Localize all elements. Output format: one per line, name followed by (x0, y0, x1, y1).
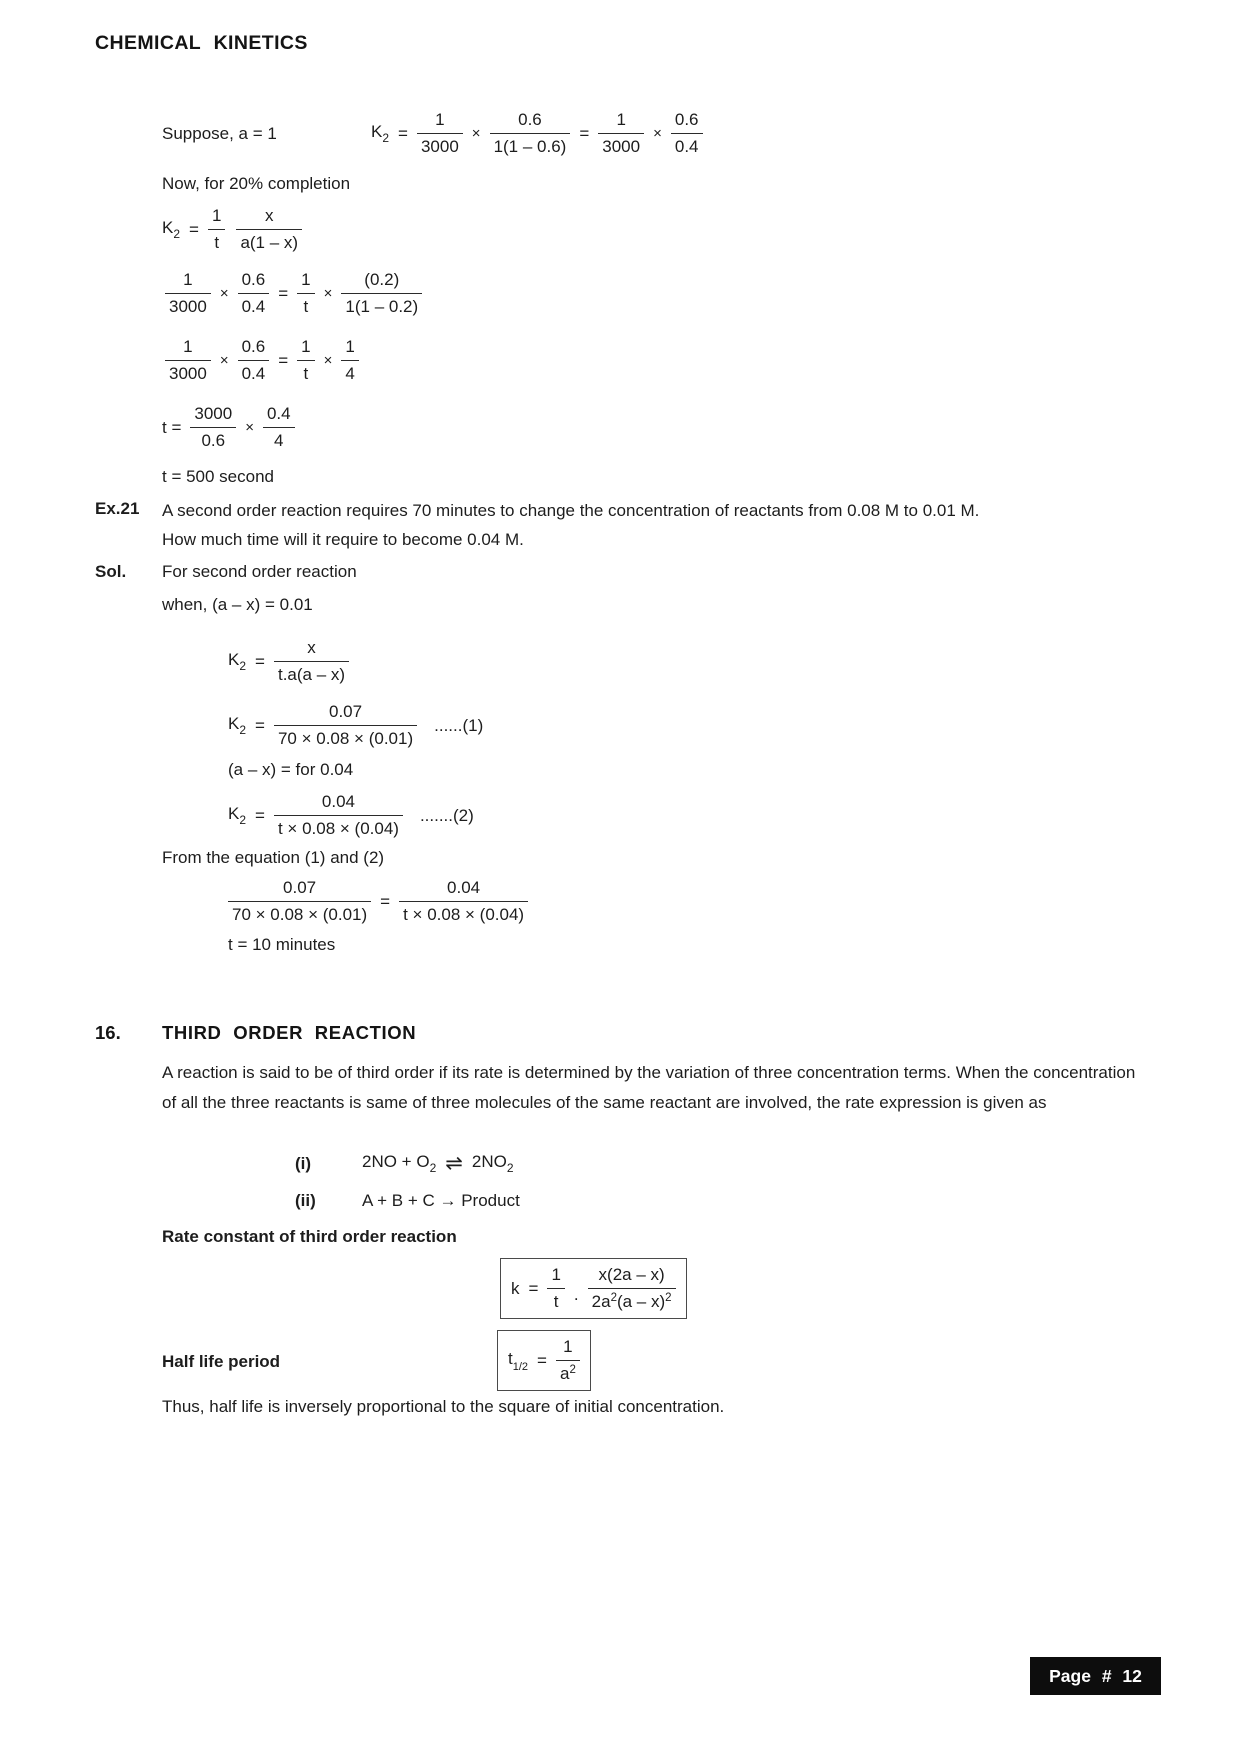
rate-constant-heading: Rate constant of third order reaction (162, 1227, 457, 1246)
equation-substituted-20 (165, 270, 422, 317)
reaction-i-rhs: $2NO_2$ (471, 1152, 514, 1175)
t-half-symbol: $t_{1/2}$ (508, 1348, 529, 1373)
half-life-equation-box (497, 1330, 591, 1391)
fraction (341, 337, 358, 384)
solution-when: when, (a – x) = 0.01 (162, 595, 313, 614)
item-ii-label: (ii) (295, 1191, 316, 1210)
fraction-denominator: $2a^2(a - x)^2$ (588, 1288, 676, 1312)
fraction-denominator: 70 × 0.08 × (0.01) (228, 901, 371, 925)
fraction (238, 270, 270, 317)
fraction-numerator: 0.6 (241, 337, 266, 356)
fraction-numerator: x (307, 638, 316, 657)
result-t-500: t = 500 second (162, 467, 275, 486)
fraction-denominator: 0.4 (671, 133, 703, 157)
fraction (274, 702, 417, 749)
equation-tag-1: ......(1) (434, 715, 484, 735)
fraction-denominator: 3000 (417, 133, 463, 157)
equation-1 (228, 702, 483, 749)
fraction-numerator: x (265, 206, 274, 225)
k-symbol: k (511, 1278, 520, 1298)
fraction (399, 878, 528, 925)
solution-intro: For second order reaction (162, 562, 357, 581)
suppose-label: Suppose, a = 1 (162, 123, 277, 143)
closing-sentence: Thus, half life is inversely proportional to the square of initial concentration. (162, 1397, 725, 1416)
equals-sign: = (579, 123, 590, 143)
fraction-denominator: 1(1 – 0.6) (490, 133, 571, 157)
k2-symbol: $K_2$ (162, 218, 181, 241)
item-i-label: (i) (295, 1153, 312, 1173)
fraction-denominator: t.a(a – x) (274, 661, 349, 685)
fraction-denominator: t (297, 293, 314, 317)
equation-tag-2: .......(2) (419, 805, 474, 825)
fraction (208, 206, 225, 253)
k2-symbol: $K_2$ (371, 122, 390, 145)
equation-suppose (162, 110, 703, 157)
times-sign: × (323, 352, 333, 369)
fraction-denominator: a(1 – x) (236, 229, 302, 253)
equals-sign: = (528, 1278, 539, 1298)
fraction-denominator: 4 (263, 427, 295, 451)
equals-sign: = (398, 123, 408, 143)
fraction (263, 404, 295, 451)
equals-sign: = (255, 805, 265, 825)
half-life-heading: Half life period (162, 1352, 281, 1371)
fraction-numerator: 0.4 (266, 404, 291, 423)
fraction-numerator: 1 (563, 1337, 573, 1356)
fraction-denominator: 1(1 – 0.2) (341, 293, 422, 317)
fraction-denominator: 70 × 0.08 × (0.01) (274, 725, 417, 749)
equals-sign: = (189, 219, 199, 239)
solution-label: Sol. (95, 562, 127, 581)
fraction (341, 270, 422, 317)
times-sign: × (219, 285, 229, 302)
fraction-numerator: 1 (211, 206, 222, 225)
fraction (165, 337, 211, 384)
equation-k2-general (162, 206, 302, 253)
equation-second-order (228, 638, 349, 685)
fraction-denominator: 3000 (598, 133, 644, 157)
fraction (297, 337, 314, 384)
fraction-denominator: t (547, 1288, 564, 1312)
times-sign: × (219, 352, 229, 369)
equals-sign: = (537, 1350, 547, 1370)
fraction-numerator: x(2a – x) (598, 1265, 665, 1284)
fraction-denominator: 0.4 (238, 293, 270, 317)
fraction-denominator: 4 (341, 360, 358, 384)
equals-sign: = (255, 715, 265, 735)
fraction-denominator: t × 0.08 × (0.04) (399, 901, 528, 925)
equation-2 (228, 792, 474, 839)
k2-symbol: $K_2$ (228, 804, 247, 827)
equation-simplified (165, 337, 359, 384)
example-statement (162, 497, 1154, 554)
fraction (598, 110, 644, 157)
rate-constant-equation-box (500, 1258, 687, 1319)
fraction-numerator: 0.04 (447, 878, 481, 897)
reaction-i (295, 1152, 514, 1175)
result-t-10: t = 10 minutes (228, 935, 336, 954)
multiplication-dot: . (573, 1285, 579, 1304)
reaction-i-lhs: $2NO + O_2$ (362, 1152, 437, 1175)
fraction-numerator: 0.07 (329, 702, 363, 721)
fraction (274, 792, 403, 839)
fraction-denominator: 0.6 (190, 427, 236, 451)
fraction-numerator: 0.6 (674, 110, 699, 129)
k2-symbol: $K_2$ (228, 650, 247, 673)
equation-t-solve (162, 404, 295, 451)
fraction (417, 110, 463, 157)
reaction-ii-text: A + B + C → Product (362, 1191, 520, 1210)
fraction (238, 337, 270, 384)
fraction (297, 270, 314, 317)
fraction-denominator: t × 0.08 × (0.04) (274, 815, 403, 839)
section-paragraph: A reaction is said to be of third order if its rate is determined by the variation of three concentration terms. When the concentration of all the three reactants is same of three molecules of the same reactant are involved, the rate expression is given as (162, 1063, 1136, 1112)
fraction-denominator: t (297, 360, 314, 384)
example-label: Ex.21 (95, 499, 140, 518)
fraction-numerator: 0.6 (518, 110, 542, 129)
fraction (190, 404, 236, 451)
now-completion-label: Now, for 20% completion (162, 174, 351, 193)
fraction (228, 878, 371, 925)
times-sign: × (323, 285, 333, 302)
fraction-numerator: 1 (551, 1265, 561, 1284)
section-number: 16. (95, 1022, 121, 1043)
fraction-denominator: 0.4 (238, 360, 270, 384)
times-sign: × (653, 125, 662, 142)
equation-combined (228, 878, 528, 925)
fraction-numerator: 1 (345, 337, 355, 356)
fraction-numerator: 1 (183, 270, 193, 289)
times-sign: × (471, 125, 481, 142)
example-line-2: How much time will it require to become 0.04 M. (162, 529, 524, 549)
fraction (236, 206, 302, 253)
fraction (671, 110, 703, 157)
fraction-numerator: 0.6 (241, 270, 266, 289)
fraction-denominator: $a^2$ (556, 1360, 580, 1384)
section-title: THIRD ORDER REACTION (162, 1022, 417, 1043)
fraction-numerator: 1 (183, 337, 193, 356)
fraction-numerator: 3000 (194, 404, 233, 423)
fraction (274, 638, 349, 685)
fraction-denominator: 3000 (165, 293, 211, 317)
example-line-1: A second order reaction requires 70 minutes to change the concentration of reactants from 0.08 M to 0.01 M. (162, 501, 980, 520)
page-title: CHEMICAL KINETICS (95, 32, 308, 54)
fraction (165, 270, 211, 317)
fraction-denominator: t (208, 229, 225, 253)
fraction (588, 1265, 676, 1312)
k2-symbol: $K_2$ (228, 714, 247, 737)
fraction-numerator: 1 (301, 270, 311, 289)
times-sign: × (245, 419, 254, 436)
fraction-numerator: 1 (301, 337, 311, 356)
equilibrium-arrow-icon: ⇌ (445, 1152, 463, 1175)
page-number-badge: Page # 12 (1030, 1657, 1161, 1695)
t-equals-label: t = (162, 417, 182, 437)
equals-sign: = (278, 283, 289, 303)
equals-sign: = (380, 891, 391, 911)
fraction-denominator: 3000 (165, 360, 211, 384)
condition-004: (a – x) = for 0.04 (228, 760, 354, 779)
fraction-numerator: 1 (616, 110, 626, 129)
fraction-numerator: (0.2) (364, 270, 400, 289)
equals-sign: = (278, 350, 289, 370)
fraction-numerator: 0.04 (321, 792, 355, 811)
equals-sign: = (255, 651, 265, 671)
fraction (556, 1337, 580, 1384)
fraction-numerator: 0.07 (283, 878, 317, 897)
fraction (547, 1265, 564, 1312)
reaction-ii (295, 1191, 520, 1211)
fraction (490, 110, 571, 157)
from-equations-label: From the equation (1) and (2) (162, 848, 385, 867)
fraction-numerator: 1 (435, 110, 445, 129)
